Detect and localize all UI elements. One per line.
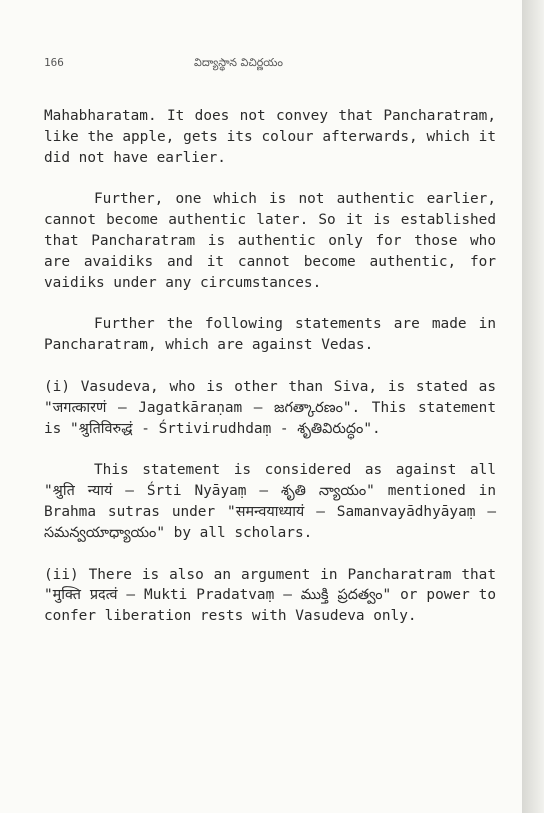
paragraph-2: Further, one which is not authentic earlier, cannot become authentic later. So it is established that Pancharatram is authentic only for those who are avaidiks and it cannot become authentic, for vaidiks under any circumstances. xyxy=(44,191,496,291)
paragraph-6: (ii) There is also an argument in Pancharatram that "मुक्ति प्रदत्वं – Mukti Pradatvaṃ – ముక్తి ప్రదత్వం" or power to confer liberation rests with Vasudeva only. xyxy=(44,566,496,625)
paragraph-1: Mahabharatam. It does not convey that Pancharatram, like the apple, gets its colour afterwards, which it did not have earlier. xyxy=(44,108,496,166)
paragraph-4: (i) Vasudeva, who is other than Siva, is stated as "जगत्कारणं – Jagatkāraṇam – జగత్కారణం". This statement is "श्रुतिविरुद्धं - Śrtivirudhdaṃ - శృతివిరుద్ధం". xyxy=(44,378,496,437)
page-edge-shadow xyxy=(522,0,544,813)
paragraph-5: This statement is considered as against all "श्रुति न्यायं – Śrti Nyāyaṃ – శృతి న్యాయం" mentioned in Brahma sutras under "समन्वयाध्यायं – Samanvayādhyāyaṃ – సమన్వయాధ్యాయం" by all scholars. xyxy=(44,462,496,541)
page-number: 166 xyxy=(44,56,64,69)
page-header xyxy=(44,56,482,76)
body-text xyxy=(44,106,496,648)
paragraph-3: Further the following statements are made in Pancharatram, which are against Vedas. xyxy=(44,316,496,354)
running-title: విద్యాస్థాన విచిర్ణయం xyxy=(194,56,284,69)
